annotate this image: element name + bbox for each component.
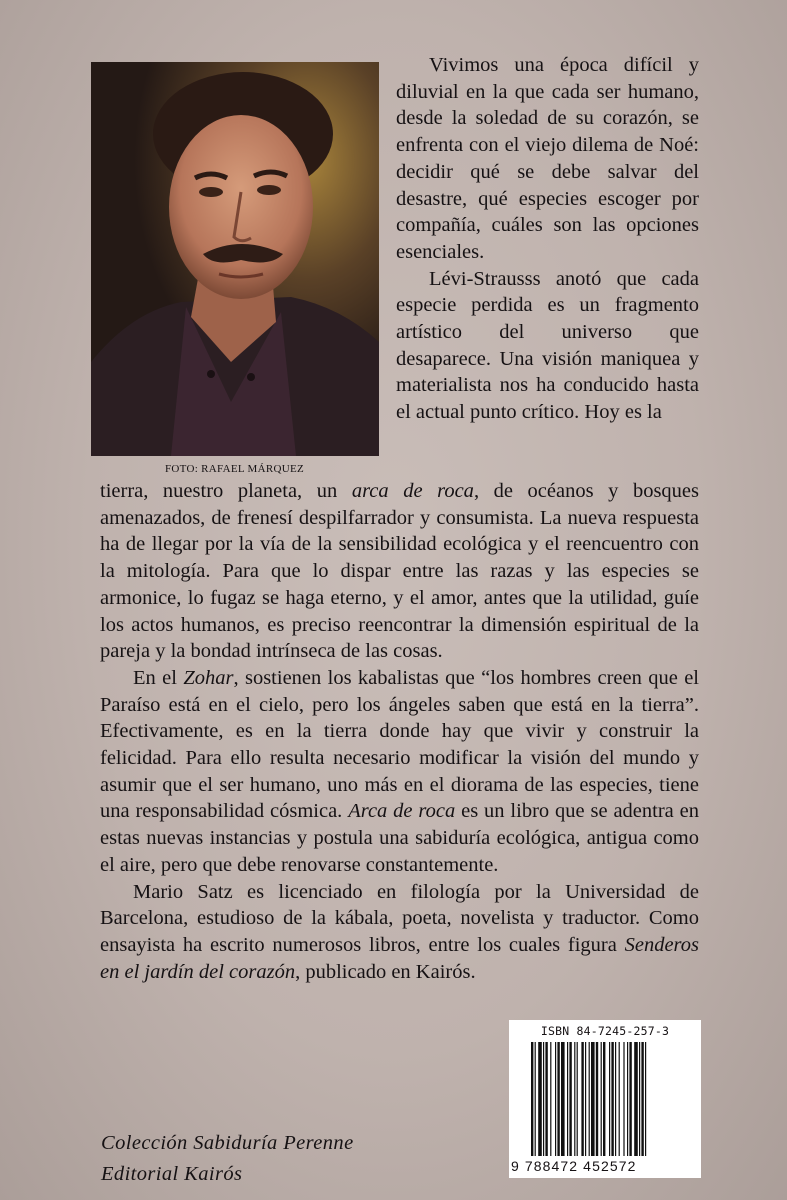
barcode-bar [531,1042,533,1156]
barcode-bar [639,1042,640,1156]
barcode-bar [545,1042,547,1156]
blurb-paragraph-3 [100,665,699,879]
blurb-full-column [100,478,699,985]
barcode-bar [569,1042,571,1156]
text-span: , sostienen los kabalistas que “los hombres creen que el Paraíso está en el cielo, pero los ángeles saben que está en la tierra”. Efectivamente, es en la tierra donde hay que vivir y construir la felicidad. Para ello resulta necesario modificar la visión del mundo y asumir que el ser humano, uno más en el diorama de las especies, tiene una responsabilidad cósmica. [100,666,699,823]
barcode-bar [645,1042,646,1156]
text-span: tierra, nuestro planeta, un [100,480,338,502]
barcode-bar [581,1042,583,1156]
author-portrait-image [91,62,379,456]
photo-credit: FOTO: RAFAEL MÁRQUEZ [165,463,305,475]
barcode-bar [596,1042,598,1156]
barcode-bar [555,1042,556,1156]
barcode-bar [589,1042,590,1156]
text-span: , publicado en Kairós. [295,960,476,983]
barcode-bar [561,1042,565,1156]
text-span: , de océanos y bosques amenazados, de frenesí despilfarrador y consumista. La nueva respuesta ha de llegar por la vía de la sensibilidad ecológica y el reencuentro con la mitología. Para que lo dispar entre las razas y las especies se armonice, lo fugaz se haga eterno, y el amor, antes que la utilidad, guíe los actos humanos, es preciso reencontrar la dimensión espiritual de la pareja y la bondad intrínseca de las cosas. [100,480,700,663]
barcode-bar [641,1042,643,1156]
barcode-bar [585,1042,586,1156]
barcode-bars [531,1042,681,1156]
barcode-bar [557,1042,559,1156]
barcode-bar [623,1042,624,1156]
book-title: Arca de roca [348,800,456,823]
barcode-bar [601,1042,602,1156]
barcode-bar [619,1042,620,1156]
book-title: arca de roca [351,480,474,502]
zohar-title: Zohar [183,666,234,689]
blurb-paragraph-1: Vivimos una época difícil y diluvial en la que cada ser humano, desde la soledad de su corazón, se enfrenta con el viejo dilema de Noé: decidir qué se debe salvar del desastre, qué especies escoger por compañía, cuáles son las opciones esenciales. [396,54,699,263]
barcode-bar [611,1042,613,1156]
blurb-paragraph-2-cont [100,478,699,665]
barcode-bar [543,1042,544,1156]
barcode-block [509,1020,701,1178]
author-photo [91,62,379,456]
barcode-bar [629,1042,631,1156]
blurb-paragraph-2: Lévi-Strausss anotó que cada especie perdida es un fragmento artístico del universo que desaparece. Una visión maniquea y materialista nos ha conducido hasta el actual punto crítico. Hoy es la [396,267,699,424]
barcode-bar [591,1042,595,1156]
blurb-paragraph-4 [100,879,699,986]
barcode-bar [603,1042,605,1156]
barcode-bar [627,1042,628,1156]
barcode-bar [574,1042,575,1156]
barcode-bar [550,1042,551,1156]
barcode-bar [609,1042,610,1156]
text-span: Mario Satz es licenciado en filología por la Universidad de Barcelona, estudioso de la kábala, poeta, novelista y traductor. Como ensayista ha escrito numerosos libros, entre los cuales figura [100,880,699,956]
imprint [101,1128,354,1190]
isbn-label: ISBN 84-7245-257-3 [540,1024,670,1038]
barcode-bar [634,1042,638,1156]
text-span: es un libro que se adentra en estas nuevas instancias y postula una sabiduría ecológica, antigua como el aire, pero que debe renovarse constantemente. [100,800,699,876]
publisher-name: Editorial Kairós [101,1163,243,1185]
barcode-bar [577,1042,578,1156]
other-book-title: Senderos en el jardín del corazón [100,933,699,983]
barcode-bar [615,1042,616,1156]
barcode-number: 9 788472 452572 [511,1158,637,1174]
text-span: En el [133,666,184,689]
barcode-bar [567,1042,568,1156]
blurb-right-column [396,52,699,426]
barcode-bar [538,1042,542,1156]
barcode-bar [535,1042,536,1156]
collection-name: Colección Sabiduría Perenne [101,1132,354,1154]
